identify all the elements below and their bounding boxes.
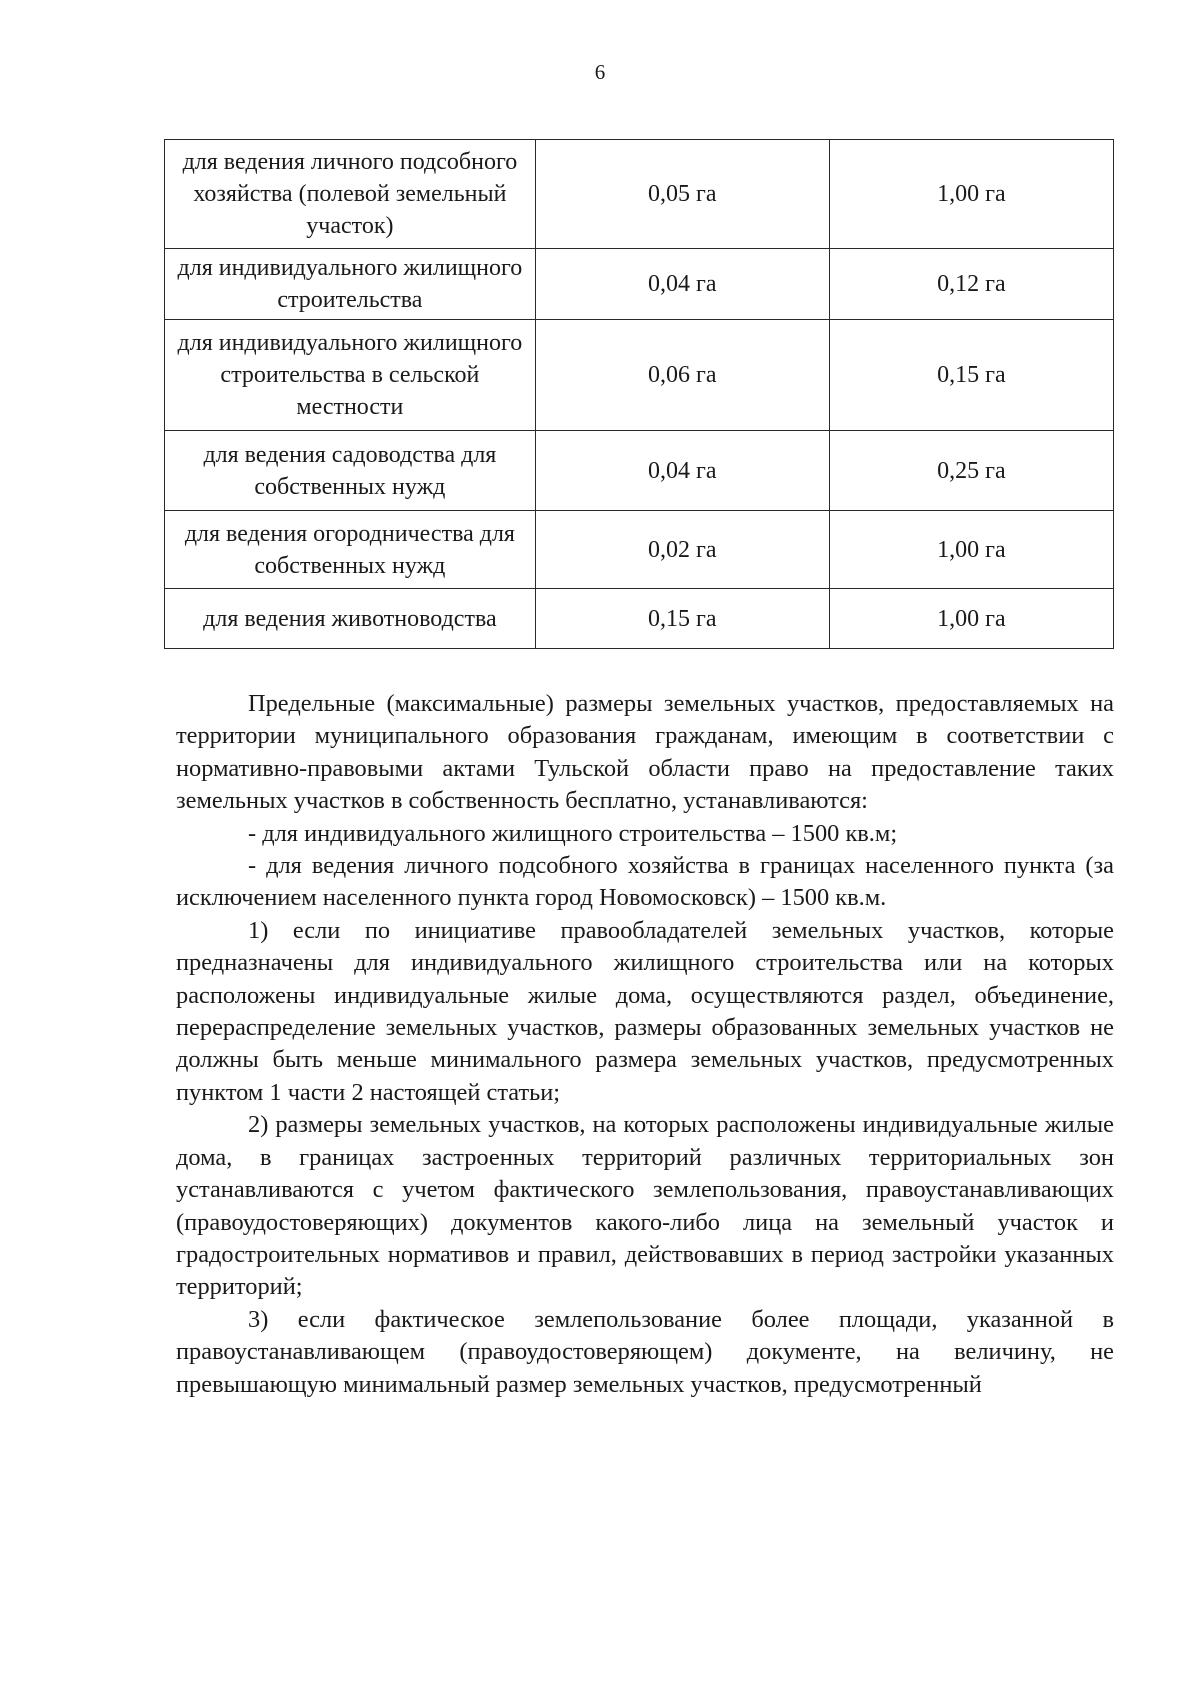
purpose-cell: для ведения огородничества для собственных нужд xyxy=(165,511,536,589)
paragraph-ijs-limit: - для индивидуального жилищного строительства – 1500 кв.м; xyxy=(248,819,898,847)
max-size-cell: 0,12 га xyxy=(829,249,1113,320)
max-size-cell: 1,00 га xyxy=(829,140,1113,249)
body-text xyxy=(176,688,1114,1401)
min-size-cell: 0,04 га xyxy=(535,249,829,320)
table-row xyxy=(165,140,1114,249)
max-size-cell: 0,15 га xyxy=(829,320,1113,431)
table-row xyxy=(165,589,1114,649)
table-row xyxy=(165,511,1114,589)
min-size-cell: 0,04 га xyxy=(535,431,829,511)
paragraph-item-1: 1) если по инициативе правообладателей земельных участков, которые предназначены для индивидуального жилищного строительства или на которых расположены индивидуальные жилые дома, осуществляются раздел, объединение, перераспределение земельных участков, размеры образованных земельных участков не должны быть меньше минимального размера земельных участков, предусмотренных пунктом 1 части 2 настоящей статьи; xyxy=(176,916,1114,1106)
min-size-cell: 0,02 га xyxy=(535,511,829,589)
paragraph-lph-limit: - для ведения личного подсобного хозяйства в границах населенного пункта (за исключением населенного пункта город Новомосковск) – 1500 кв.м. xyxy=(176,852,1114,912)
purpose-cell: для индивидуального жилищного строительства в сельской местности xyxy=(165,320,536,431)
table-row xyxy=(165,431,1114,511)
min-size-cell: 0,06 га xyxy=(535,320,829,431)
table-row xyxy=(165,249,1114,320)
land-size-table xyxy=(164,139,1114,649)
purpose-cell: для ведения личного подсобного хозяйства (полевой земельный участок) xyxy=(165,140,536,249)
min-size-cell: 0,05 га xyxy=(535,140,829,249)
max-size-cell: 1,00 га xyxy=(829,589,1113,649)
purpose-cell: для ведения животноводства xyxy=(165,589,536,649)
min-size-cell: 0,15 га xyxy=(535,589,829,649)
purpose-cell: для индивидуального жилищного строительства xyxy=(165,249,536,320)
page-number: 6 xyxy=(594,60,606,84)
paragraph-item-3: 3) если фактическое землепользование более площади, указанной в правоустанавливающем (правоудостоверяющем) документе, на величину, не превышающую минимальный размер земельных участков, предусмотренный xyxy=(176,1305,1114,1398)
paragraph-max-sizes-intro: Предельные (максимальные) размеры земельных участков, предоставляемых на территории муниципального образования гражданам, имеющим в соответствии с нормативно-правовыми актами Тульской области право на предоставление таких земельных участков в собственность бесплатно, устанавливаются: xyxy=(176,690,1114,815)
max-size-cell: 0,25 га xyxy=(829,431,1113,511)
purpose-cell: для ведения садоводства для собственных нужд xyxy=(165,431,536,511)
paragraph-item-2: 2) размеры земельных участков, на которых расположены индивидуальные жилые дома, в границах застроенных территорий различных территориальных зон устанавливаются с учетом фактического землепользования, правоустанавливающих (правоудостоверяющих) документов какого-либо лица на земельный участок и градостроительных нормативов и правил, действовавших в период застройки указанных территорий; xyxy=(176,1111,1114,1301)
table-row xyxy=(165,320,1114,431)
max-size-cell: 1,00 га xyxy=(829,511,1113,589)
